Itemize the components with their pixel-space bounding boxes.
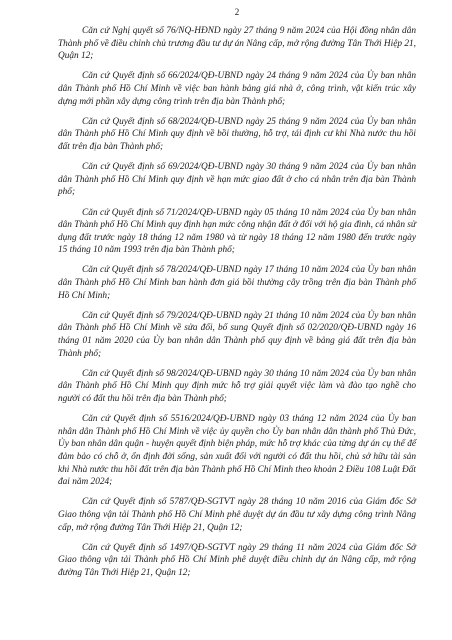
paragraph-decision-78: Căn cứ Quyết định số 78/2024/QĐ-UBND ngày 17 tháng 10 năm 2024 của Ủy ban nhân dân Thành phố Hồ Chí Minh ban hành đơn giá bồi thường cây trồng trên địa bàn Thành phố Hồ Chí Minh; <box>58 265 416 301</box>
paragraph-decision-98: Căn cứ Quyết định số 98/2024/QĐ-UBND ngày 30 tháng 10 năm 2024 của Ủy ban nhân dân Thành phố Hồ Chí Minh quy định mức hỗ trợ giải quyết việc làm và đào tạo nghề cho người có đất thu hồi trên địa bàn Thành phố; <box>58 368 416 404</box>
paragraph-decision-68: Căn cứ Quyết định số 68/2024/QĐ-UBND ngày 25 tháng 9 năm 2024 của Ủy ban nhân dân Thành phố Hồ Chí Minh quy định về bồi thường, hỗ trợ, tái định cư khi Nhà nước thu hồi đất trên địa bàn Thành phố; <box>58 116 416 152</box>
paragraph-decision-79: Căn cứ Quyết định số 79/2024/QĐ-UBND ngày 21 tháng 10 năm 2024 của Ủy ban nhân dân Thành phố Hồ Chí Minh về sửa đổi, bổ sung Quyết định số 02/2020/QĐ-UBND ngày 16 tháng 01 năm 2020 của Ủy ban nhân dân Thành phố quy định về bảng giá đất trên địa bàn Thành phố; <box>58 310 416 359</box>
paragraph-decision-66: Căn cứ Quyết định số 66/2024/QĐ-UBND ngày 24 tháng 9 năm 2024 của Ủy ban nhân dân Thành phố Hồ Chí Minh về việc ban hành bảng giá nhà ở, công trình, vật kiến trúc xây dựng mới phần xây dựng công trình trên địa bàn Thành phố; <box>58 71 416 107</box>
paragraph-decision-71: Căn cứ Quyết định số 71/2024/QĐ-UBND ngày 05 tháng 10 năm 2024 của Ủy ban nhân dân Thành phố Hồ Chí Minh quy định hạn mức công nhận đất ở đối với hộ gia đình, cá nhân sử dụng đất trước ngày 18 tháng 12 năm 1980 và từ ngày 18 tháng 12 năm 1980 đến trước ngày 15 tháng 10 năm 1993 trên địa bàn Thành phố; <box>58 207 416 256</box>
paragraph-decision-5516: Căn cứ Quyết định số 5516/2024/QĐ-UBND ngày 03 tháng 12 năm 2024 của Ủy ban nhân dân Thành phố Hồ Chí Minh về việc ủy quyền cho Ủy ban nhân dân thành phố Thủ Đức, Ủy ban nhân dân quận - huyện quyết định biện pháp, mức hỗ trợ khác của từng dự án cụ thể để đảm bảo có chỗ ở, ổn định đời sống, sản xuất đối với người có đất thu hồi, chủ sở hữu tài sản khi Nhà nước thu hồi đất trên địa bàn Thành phố Hồ Chí Minh theo khoản 2 Điều 108 Luật Đất đai năm 2024; <box>58 414 416 488</box>
paragraph-decision-1497: Căn cứ Quyết định số 1497/QĐ-SGTVT ngày 29 tháng 11 năm 2024 của Giám đốc Sở Giao thông vận tải Thành phố Hồ Chí Minh phê duyệt điều chỉnh dự án Nâng cấp, mở rộng đường Tân Thới Hiệp 21, Quận 12; <box>58 542 416 578</box>
paragraph-decision-69: Căn cứ Quyết định số 69/2024/QĐ-UBND ngày 30 tháng 9 năm 2024 của Ủy ban nhân dân Thành phố Hồ Chí Minh quy định về hạn mức giao đất ở cho cá nhân trên địa bàn Thành phố; <box>58 162 416 198</box>
paragraph-decision-5787: Căn cứ Quyết định số 5787/QĐ-SGTVT ngày 28 tháng 10 năm 2016 của Giám đốc Sở Giao thông vận tải Thành phố Hồ Chí Minh phê duyệt dự án đầu tư xây dựng công trình Nâng cấp, mở rộng đường Tân Thới Hiệp 21, Quận 12; <box>58 497 416 533</box>
paragraph-resolution-76: Căn cứ Nghị quyết số 76/NQ-HĐND ngày 27 tháng 9 năm 2024 của Hội đồng nhân dân Thành phố về điều chỉnh chủ trương đầu tư dự án Nâng cấp, mở rộng đường Tân Thới Hiệp 21, Quận 12; <box>58 26 416 62</box>
page-number: 2 <box>234 7 240 17</box>
